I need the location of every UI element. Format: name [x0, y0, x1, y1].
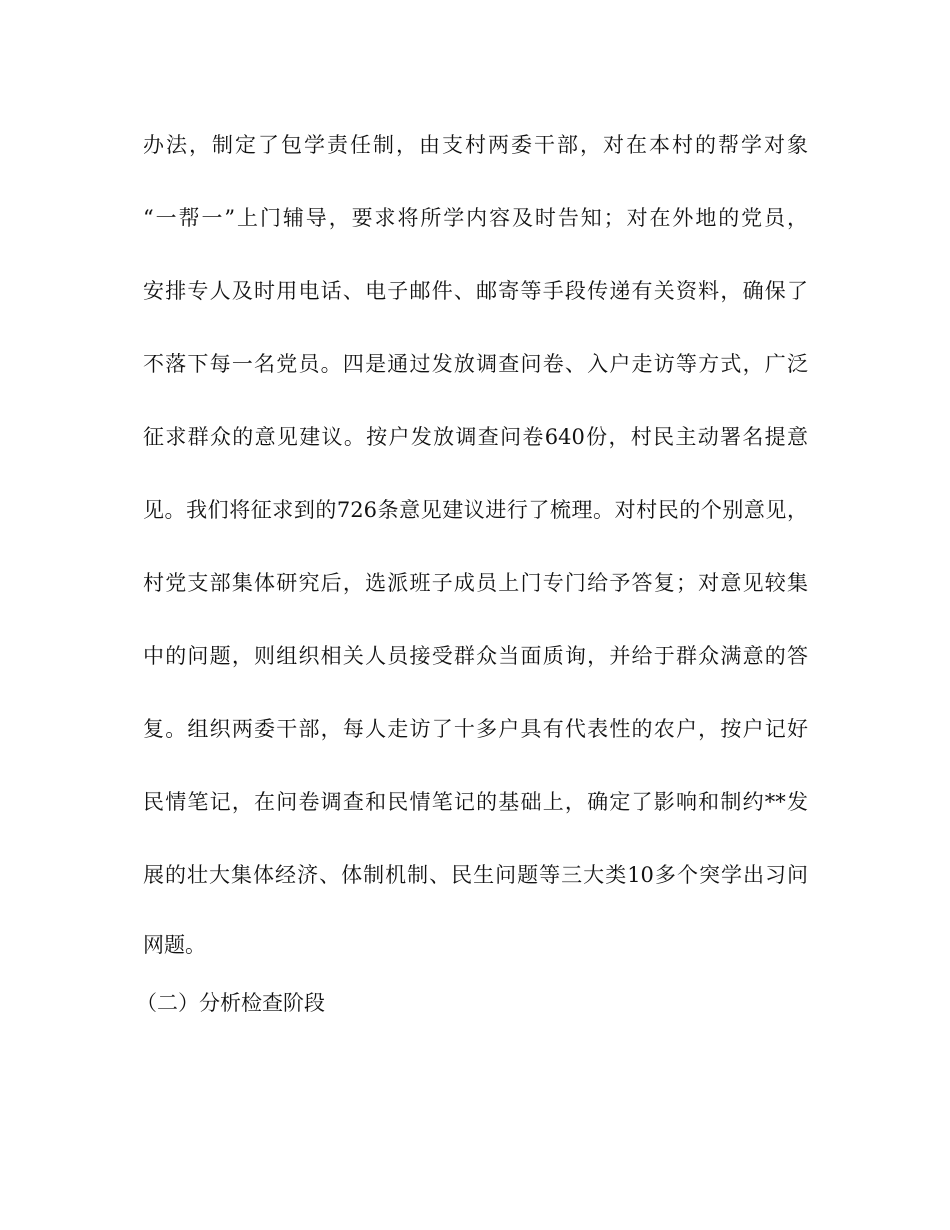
paragraph-line-3: 安排专人及时用电话、电子邮件、邮寄等手段传递有关资料，确保了 [143, 279, 808, 303]
paragraph-line-11: 展的壮大集体经济、体制机制、民生问题等三大类10多个突学出习问 [143, 863, 808, 887]
paragraph-line-8: 中的问题，则组织相关人员接受群众当面质询，并给于群众满意的答 [143, 644, 808, 668]
paragraph-line-5: 征求群众的意见建议。按户发放调查问卷640份，村民主动署名提意 [143, 425, 808, 449]
paragraph-line-9: 复。组织两委干部，每人走访了十多户具有代表性的农户，按户记好 [143, 717, 808, 741]
paragraph-line-2: “一帮一”上门辅导，要求将所学内容及时告知；对在外地的党员， [143, 206, 808, 230]
paragraph-line-10: 民情笔记，在问卷调查和民情笔记的基础上，确定了影响和制约**发 [143, 790, 808, 814]
paragraph-line-4: 不落下每一名党员。四是通过发放调查问卷、入户走访等方式，广泛 [143, 352, 808, 376]
paragraph-line-1: 办法，制定了包学责任制，由支村两委干部，对在本村的帮学对象 [143, 133, 808, 157]
paragraph-line-6: 见。我们将征求到的726条意见建议进行了梳理。对村民的个别意见， [143, 498, 808, 522]
paragraph-line-12: 网题。 [143, 933, 206, 957]
section-heading: （二）分析检查阶段 [136, 991, 325, 1015]
paragraph-line-7: 村党支部集体研究后，选派班子成员上门专门给予答复；对意见较集 [143, 571, 808, 595]
